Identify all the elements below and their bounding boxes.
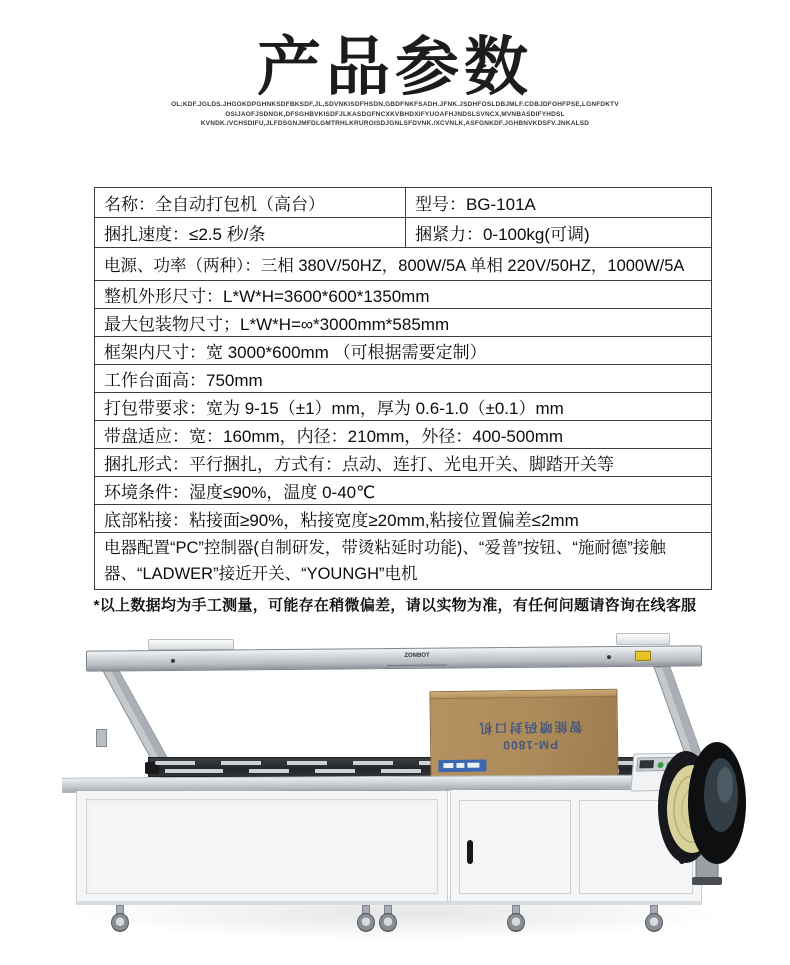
reel-bracket-foot (692, 877, 722, 885)
spec-cell-table-height: 工作台面高：750mm (95, 365, 712, 393)
spec-cell-tension: 捆紧力：0-100kg(可调) (405, 218, 711, 248)
beam-bolt (171, 659, 175, 663)
spec-row-frame-size (95, 337, 712, 365)
beam-top-fixture-right (616, 633, 670, 645)
spec-row-reel-fit (95, 421, 712, 449)
machine-photo (60, 633, 750, 950)
spec-cell-bottom-seal: 底部粘接：粘接面≥90%，粘接宽度≥20mm,粘接位置偏差≤2mm (95, 505, 712, 533)
cabinet-panel-outline (86, 799, 438, 894)
spec-cell-electrics: 电器配置“PC”控制器(自制研发，带烫粘延时功能)、“爱普”按钮、“施耐德”接触器、“LADWER”接近开关、“YOUNGH”电机 (95, 533, 712, 590)
spec-row-environment (95, 477, 712, 505)
caster-wheel (644, 905, 664, 933)
beam-bolt (607, 655, 611, 659)
spec-row-strap-requirement (95, 393, 712, 421)
warning-sticker (635, 651, 651, 661)
cabinet-left-panel (76, 791, 448, 903)
spec-row-name-model (95, 188, 712, 218)
spec-row-bottom-seal (95, 505, 712, 533)
box-model-text: PM-1800 (502, 737, 559, 753)
spec-row-speed-tension (95, 218, 712, 248)
spec-cell-name: 名称：全自动打包机（高台） (95, 188, 406, 218)
spec-cell-max-package: 最大包装物尺寸；L*W*H=∞*3000mm*585mm (95, 309, 712, 337)
decorative-subtitle-line: OL;KDF.JGLDS.JHGOKDPGHNKSDFBKSDF.JL,SDVNKISDFHSDN,GBDFNKFSADH.JFNK.JSDHFOSLDBJMLF.CDBJDFOHFPSE,LGNFDKTV (171, 101, 619, 108)
decorative-subtitle-line: OSIJAOFJSDNGK,DFSGHBVKISDFJLKASDGFNCXKVBHDXIFYUOAFHJNDSLSVNCX,MVNBASDIFYHDSL (225, 110, 565, 118)
measurement-disclaimer: *以上数据均为手工测量，可能存在稍微偏差，请以实物为准，有任何问题请咨询在线客服 (93, 597, 697, 614)
spec-row-max-package (95, 309, 712, 337)
spec-cell-strapping-mode: 捆扎形式：平行捆扎，方式有：点动、连打、光电开关、脚踏开关等 (95, 449, 712, 477)
spec-row-dimensions (95, 281, 712, 309)
support-sensor-block (96, 729, 107, 747)
caster-wheel (356, 905, 376, 933)
spec-row-electrics (95, 533, 712, 590)
door-handle (467, 840, 473, 864)
reel-flange-highlight (717, 767, 733, 803)
spec-row-power (95, 248, 712, 281)
caster-wheel (506, 905, 526, 933)
box-corner-label (438, 760, 486, 773)
page-title: 产品参数 (257, 31, 533, 103)
strap-reel (656, 737, 750, 887)
box-print-upside-down (455, 708, 606, 756)
spec-cell-power: 电源、功率（两种）：三相 380V/50HZ，800W/5A 单相 220V/50HZ，1000W/5A (95, 248, 712, 281)
spec-row-table-height (95, 365, 712, 393)
spec-cell-model: 型号：BG-101A (405, 188, 711, 218)
box-product-text: 智能喷码封口机 (477, 719, 583, 736)
brand-label: ZONBOT (387, 652, 447, 667)
beam-top-fixture-left (148, 639, 234, 650)
decorative-subtitle (0, 100, 790, 129)
spec-table (94, 187, 712, 590)
spec-cell-strap-requirement: 打包带要求：宽为 9-15（±1）mm，厚为 0.6-1.0（±0.1）mm (95, 393, 712, 421)
caster-wheel (110, 905, 130, 933)
spec-cell-environment: 环境条件：湿度≤90%，温度 0-40℃ (95, 477, 712, 505)
cardboard-box-top-edge (430, 690, 616, 700)
spec-cell-frame-size: 框架内尺寸：宽 3000*600mm （可根据需要定制） (95, 337, 712, 365)
spec-row-strapping-mode (95, 449, 712, 477)
decorative-subtitle-line: KVNDK./VCHSDIFU,JLFDSGNJMFDLGMTRHLKRUROISDJGNLSFDVNK./XCVNLK,ASFGNKDF.JGHBNVKDSFV.JNKALSD (200, 120, 590, 127)
spec-cell-speed: 捆扎速度：≤2.5 秒/条 (95, 218, 406, 248)
spec-cell-dimensions: 整机外形尺寸：L*W*H=3600*600*1350mm (95, 281, 712, 309)
cabinet-door-left (459, 800, 571, 894)
caster-wheel (378, 905, 398, 933)
cardboard-box (429, 689, 618, 782)
spec-cell-reel-fit: 带盘适应：宽：160mm，内径：210mm，外径：400-500mm (95, 421, 712, 449)
console-display (639, 760, 654, 768)
